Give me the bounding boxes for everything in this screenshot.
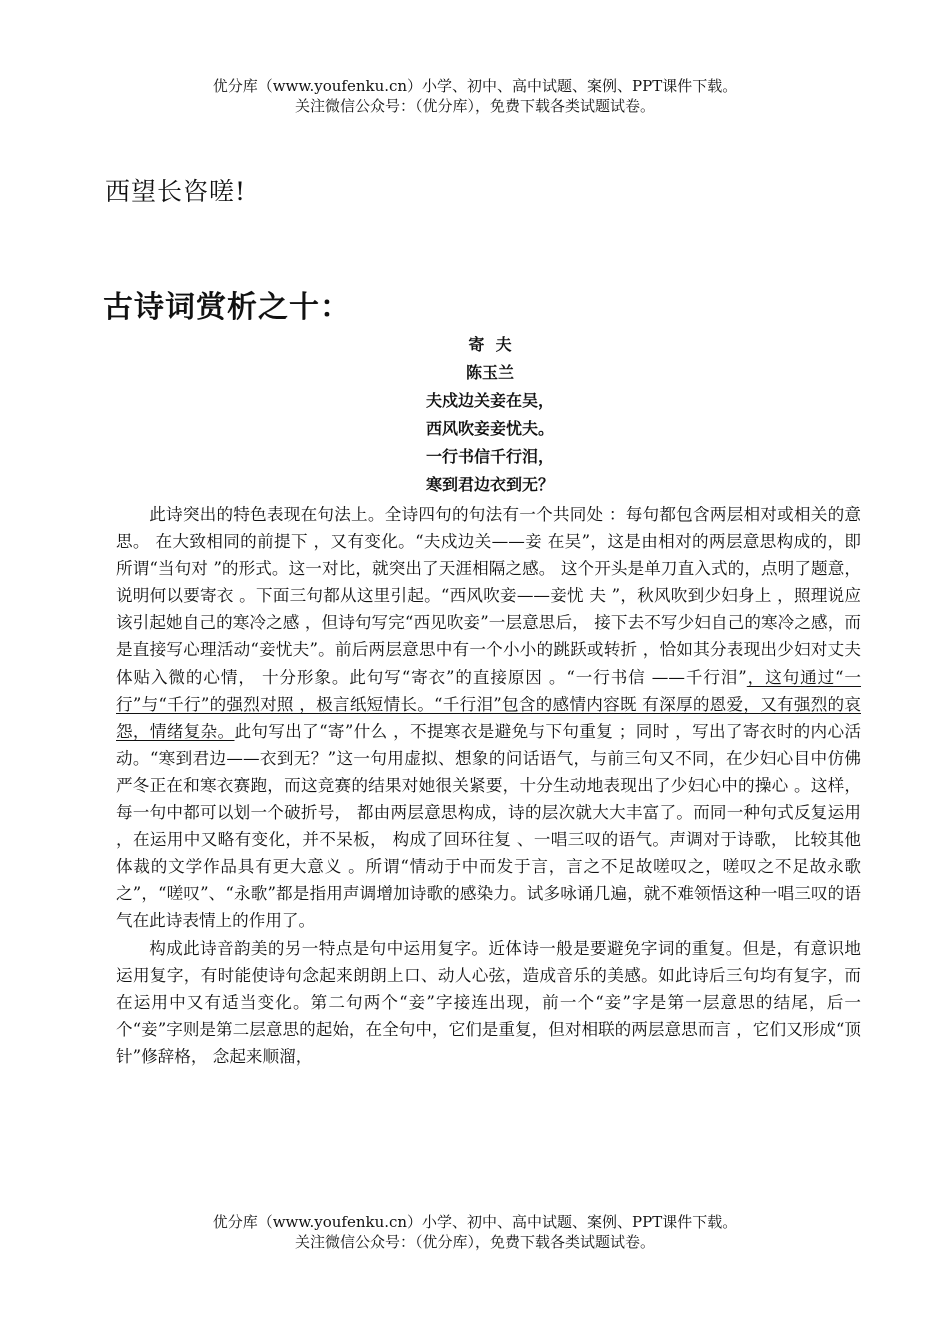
poem-block	[0, 331, 950, 499]
footer-line-1: 优分库（www.youfenku.cn）小学、初中、高中试题、案例、PPT课件下载。	[212, 1213, 738, 1231]
page-footer	[0, 1212, 950, 1252]
previous-poem-fragment: 西望长咨嗟!	[105, 177, 247, 206]
analysis-text	[116, 501, 861, 1070]
section-title: 古诗词赏析之十：	[103, 290, 351, 325]
paragraph-text: 此诗突出的特色表现在句法上。全诗四句的句法有一个共同处 ：每句都包含两层相对或相关的意思。 在大致相同的前提下 ，又有变化。“夫戍边关——妾 在吴”，这是由相对的两层意思构成的，即所谓“当句对 ”的形式。这一对比，就突出了天涯相隔之感。 这个开头是单刀直入式的，点明了题意，说明何以要寄衣 。下面三句都从这里引起。“西风吹妾——妾忧 夫 ”，秋风吹到少妇身上 ，照理说应该引起她自己的寒冷之感 ，但诗句写完“西见吹妾”一层意思后， 接下去不写少妇自己的寒冷之感，而是直接写心理活动“妾忧夫”。前后两层意思中有一个小小的跳跃或转折 ，恰如其分表现出少妇对丈夫体贴入微的心情， 十分形象。此句写“寄衣”的直接原因 。“一行书信 ——千行泪”	[116, 505, 861, 687]
poem-title: 寄 夫	[468, 335, 512, 354]
poem-line: 夫戍边关妾在吴，	[425, 391, 554, 410]
analysis-paragraph-2: 构成此诗音韵美的另一特点是句中运用复字。近体诗一般是要避免字词的重复。但是，有意识地运用复字，有时能使诗句念起来朗朗上口、动人心弦，造成音乐的美感。如此诗后三句均有复字，而在运用中又有适当变化。第二句两个“妾”字接连出现，前一个“妾”字是第一层意思的结尾，后一个“妾”字则是第二层意思的起始，在全句中，它们是重复，但对相联的两层意思而言 ，它们又形成“顶针”修辞格， 念起来顺溜，	[116, 938, 861, 1066]
poem-author: 陈玉兰	[465, 363, 514, 382]
poem-line: 寒到君边衣到无？	[425, 475, 554, 494]
analysis-paragraph-1	[116, 501, 861, 935]
header-line-1: 优分库（www.youfenku.cn）小学、初中、高中试题、案例、PPT课件下载。	[212, 77, 738, 95]
footer-line-2: 关注微信公众号：（优分库），免费下载各类试题试卷。	[294, 1233, 655, 1251]
paragraph-text: 此句写出了“寄”什么 ，不提寒衣是避免与下句重复 ；同时 ，写出了寄衣时的内心活动。“寒到君边——衣到无？”这一句用虚拟、想象的问话语气，与前三句又不同，在少妇心目中仿佛严冬正在和寒衣赛跑，而这竞赛的结果对她很关紧要，十分生动地表现出了少妇心中的操心 。这样，每一句中都可以划一个破折号， 都由两层意思构成，诗的层次就大大丰富了。而同一种句式反复运用 ，在运用中又略有变化，并不呆板， 构成了回环往复 、一唱三叹的语气。声调对于诗歌， 比较其他体裁的文学作品具有更大意义 。所谓“情动于中而发于言，言之不足故嗟叹之，嗟叹之不足故永歌之”，“嗟叹”、“永歌”都是指用声调增加诗歌的感染力。试多咏诵几遍，就不难领悟这种一唱三叹的语气在此诗表情上的作用了。	[116, 721, 861, 931]
header-line-2: 关注微信公众号：（优分库），免费下载各类试题试卷。	[294, 97, 655, 115]
poem-line: 西风吹妾妾忧夫。	[425, 419, 554, 438]
poem-line: 一行书信千行泪，	[425, 447, 554, 466]
page-header	[0, 76, 950, 116]
underlined-text: ，这句通过“一行”与“千行”的强烈对照 ，极言纸短情长。“千行泪”包含的感情内容既 有深厚的恩爱，又有强烈的哀怨，情绪复杂。	[116, 667, 862, 741]
